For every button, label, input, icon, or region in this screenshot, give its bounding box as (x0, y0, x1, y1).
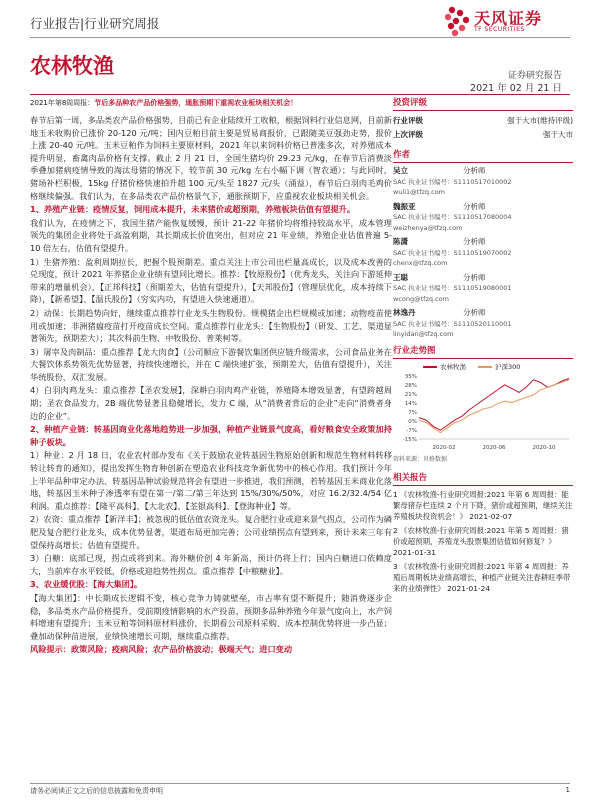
paragraph: 【海大集团】：中长期成长逻辑不变，核心竞争力铸就壁垒，市占率有望不断提升；随消费逐步企稳，多品类水产品价格提升，受前期疫情影响的水产投苗，预期多品种养殖今年景气度向上，水产饲料增速有望提升；玉米豆粕等饲料原材料涨价，长期看公司原料采购、成本控制优势将进一步凸显；叠加动保种苗进展，业绩快速增长可期，继续重点推荐。 (30, 592, 392, 641)
page-title: 农林牧渔 (30, 54, 114, 78)
paragraph: 3）屠宰及肉制品：重点推荐【龙大肉食】（公司顺应下游餐饮集团供应链升级需求，公司食品业务在大餐饮体系势领先优势显著，持续快速增长，并在 C 端快速扩张，预期差大，估值有望提升），关注华统股份、双汇发展。 (30, 346, 392, 382)
trend-chart (393, 373, 573, 451)
x-tick-label: 2020-06 (482, 444, 506, 451)
risk-label: 风险提示： (30, 644, 71, 655)
sidebar (393, 96, 573, 597)
paragraph: 我们认为，在疫情之下，我国生猪产能恢复缓慢，预计 21-22 年猪价均将维持较高水平，成本管理领先的集团企业将处于高盈利期，其长期成长价值突出，但对应 21 年业绩，养殖企业估值普遍 5-10 倍左右，估值有望提升。 (30, 217, 392, 253)
section-heading: 3、农业缓优股：【海大集团】。 (30, 579, 143, 590)
paragraph: 4）白羽肉鸡龙头：重点推荐【圣农发展】，深耕白羽肉鸡产业链，养殖降本增效显著，有望跨越周期；圣农食品发力，2B 端优势显著且稳健增长，发力 C 端，从“消费者背后的企业”走向“消费者身边的企业”。 (30, 385, 392, 421)
page-number: 1 (565, 786, 570, 794)
summary-prefix: 2021年第8周周报： (30, 99, 95, 107)
related-report-link[interactable]: 2 《农林牧渔-行业研究周报:2021 年第 5 周周报：猪价或超预期，养殖龙头股票集团估值如何修复？》 2021-01-31 (393, 525, 569, 557)
analyst-role: 分析师 (463, 308, 486, 317)
analyst-list (393, 166, 573, 340)
analyst-role: 分析师 (463, 166, 486, 175)
related-report-link[interactable]: 1 《农林牧渔-行业研究周报:2021 年第 6 周周报：能繁母猪存栏连续 2 个月下降，猪价或超预期，继续关注养殖板块投资机会！》 2021-02-07 (393, 489, 573, 521)
y-tick-label: 35% (404, 373, 417, 380)
report-type: 证券研究报告 (507, 71, 562, 81)
analyst-role: 分析师 (463, 237, 486, 246)
header-divider (30, 37, 570, 38)
legend-swatch (478, 366, 492, 368)
related-report-link[interactable]: 3 《农林牧渔-行业研究周报:2021 年第 4 周周报：养殖后周期板块业绩高增长，种植产业链关注春耕旺季带来的业绩弹性》 2021-01-24 (393, 561, 571, 593)
analyst-card (393, 237, 573, 269)
y-tick-label: -15% (402, 436, 417, 443)
footer-divider (30, 783, 570, 784)
report-category: 行业报告|行业研究周报 (30, 16, 160, 31)
rating-list (393, 114, 573, 142)
trend-chart-heading: 行业走势图 (393, 344, 573, 359)
rating-row (393, 128, 573, 142)
logo-subtitle: TF SECURITIES (474, 26, 525, 33)
chart-legend (423, 362, 573, 371)
rating-key: 行业评级 (393, 116, 423, 125)
paragraph: 2）动保：长期趋势向好，继续重点推荐行业龙头生物股份。规模猪企出栏规模或加速；动物疫苗使用或加速；非洲猪瘟疫苗打开疫苗成长空间。重点推荐行业龙头：【生物股份】（研发、工艺、渠道显著领先，预期差大）；其次科前生物、中牧股份、普莱柯等。 (30, 307, 392, 344)
analyst-name: 林逸丹 (393, 308, 416, 317)
paragraph: 1）种业：2 月 18 日，农业农村部办发布《关于鼓励农业转基因生物原始创新和规范生物材料转移转让转育的通知》，提出发挥生物育种创新在塑造农业科技竞争新优势中的核心作用。我们预计今年上半年品种审定办法、转基因品种试验规范将会有望进一步推进，我们预测，若转基因玉米商业化落地，转基因玉米种子渗透率有望在第一/第二/第三年达到 15%/30%/50%，对应 16.2/32.4/54 亿利润。重点推荐：【隆平高科】、【大北农】、【荃银高科】、【登海种业】等。 (30, 450, 392, 511)
analyst-card (393, 273, 573, 305)
y-tick-label: 7% (408, 409, 417, 416)
x-tick-label: 2020-10 (532, 444, 556, 451)
analyst-card (393, 308, 573, 340)
logo-name: 天风证券 (474, 9, 543, 28)
paragraph: 1）生猪养殖：盈利周期拉长，把握个股预期差。重点关注上市公司出栏量高成长，以及成本改善的兑现度，预计 2021 年养猪企业业绩有望同比增长。推荐：【牧原股份】（优秀龙头，关注向下游延伸带来的增量机会），【正邦科技】（预期差大，估值有望提升），【天邦股份】（管理层优化，成本持续下降），【新希望】、【温氏股份】（穷实内功，有望进入快速通道）。 (30, 256, 392, 305)
risk-notice (30, 643, 392, 656)
legend-item (423, 362, 466, 371)
analyst-email[interactable]: weizhenya@tfzq.com (393, 223, 463, 232)
analyst-cert: SAC 执业证书编号：S1110520110001 (393, 319, 512, 328)
chart-source: 资料来源：贝格数据 (393, 455, 448, 463)
paragraph: 3）白糖：底部已现，拐点或将到来。海外糖价创 4 年新高，预计仍将上行；国内白糖进口依赖度大，当前库存水平较低，价格或迎趋势性拐点。重点推荐【中粮糖业】。 (30, 553, 392, 576)
rating-value: 强于大市(维持评级) (507, 116, 573, 125)
section-heading: 1、养殖产业链：疫情反复，饲用成本提升，未来猪价或超预期，养殖板块估值有望提升。 (30, 204, 356, 215)
analyst-cert: SAC 执业证书编号：S1110517010002 (393, 177, 512, 186)
report-body (30, 114, 392, 657)
analyst-email[interactable]: chenx@tfzq.com (393, 259, 448, 267)
title-divider (30, 94, 570, 95)
report-summary (30, 98, 390, 108)
rating-row (393, 114, 573, 128)
rating-key: 上次评级 (393, 130, 423, 139)
report-date: 2021 年 02 月 21 日 (470, 83, 562, 94)
analyst-name: 陈潇 (393, 237, 408, 246)
paragraph: 春节后第一周，多品类农产品价格强势，目前已有企业陆续开工收粮，根据饲料行业信息网，目前新地玉米收购价已涨价 20-120 元/吨；国内豆粕目前主要是贸易商报价，已跟随美豆强劲走势，报价上涨 20-40 元/吨。玉米豆粕作为饲料主要原材料，2021 年以来饲料价格已普涨多次，对养殖成本提升明显，畜禽肉品价格有支撑。截止 2 月 21 日，全国生猪均价 29.23 元/kg，在春节后消费淡季叠加猪病疫情导致的淘汰母猪的情况下，较节前 30 元/kg 左右小幅下调（智农通）；与此同时，猪场补栏积极，15kg 仔猪价格快速拍升超 100 元/头至 1827 元/头（涌益），春节后白羽肉毛鸡价格继续偏强。我们认为，在多品类农产品价格景气下，通胀预期下，应重视农业板块相关机会。 (30, 115, 392, 201)
analyst-card (393, 166, 573, 198)
analyst-email[interactable]: linyidan@tfzq.com (393, 330, 454, 338)
analyst-email[interactable]: wcong@tfzq.com (393, 294, 449, 303)
analyst-card (393, 202, 573, 234)
analyst-cert: SAC 执业证书编号：S1110517080004 (393, 213, 512, 221)
series-line-csi300 (419, 379, 569, 432)
legend-label: 农林牧渔 (440, 362, 466, 371)
analyst-name: 王聪 (393, 272, 408, 282)
y-tick-label: 14% (404, 400, 417, 407)
analyst-cert: SAC 执业证书编号：S1110519070002 (393, 248, 512, 257)
rating-value: 强于大市 (543, 130, 573, 139)
analyst-email[interactable]: wuli1@tfzq.com (393, 188, 446, 196)
authors-heading: 作者 (393, 148, 573, 163)
x-tick-label: 2020-02 (432, 444, 456, 451)
analyst-name: 魏振亚 (393, 201, 416, 211)
analyst-role: 分析师 (463, 272, 486, 282)
paragraph: 2）农资：重点推荐【新洋丰】；被忽视的低估值农资龙头。复合肥行业或迎来景气拐点，公司作为磷肥及复合肥行业龙头，成本优势显著，渠道布局更加完善；公司业绩拐点有望到来，预计未来三年有望保持高增长；估值有望提升。 (30, 514, 392, 550)
y-tick-label: 28% (404, 382, 417, 389)
analyst-role: 分析师 (463, 201, 486, 211)
series-line-agriculture (419, 378, 569, 430)
related-reports-list (393, 489, 573, 594)
legend-swatch (423, 366, 437, 368)
risk-text: 政策风险；疫病风险；农产品价格波动；极端天气；进口变动 (70, 644, 293, 655)
legend-label: 沪深300 (495, 362, 521, 371)
analyst-cert: SAC 执业证书编号：S1110519080001 (393, 284, 512, 292)
related-reports-heading: 相关报告 (393, 471, 573, 486)
y-tick-label: 21% (404, 391, 417, 398)
legend-item (478, 362, 520, 371)
logo-dots-icon (445, 7, 469, 36)
section-heading: 2、种植产业链：转基因商业化落地趋势进一步加强，种植产业链景气度高，看好粮食安全政策加持种子板块。 (30, 424, 392, 447)
analyst-name: 吴立 (393, 166, 408, 175)
summary-headline: 节后多品种农产品价格强势，通胀预期下重视农业板块相关机会！ (94, 99, 298, 107)
invest-rating-heading: 投资评级 (393, 96, 573, 111)
y-tick-label: -7% (406, 427, 417, 434)
y-tick-label: 0% (408, 418, 417, 425)
footer-disclaimer: 请务必阅读正文之后的信息披露和免责申明 (30, 787, 163, 795)
